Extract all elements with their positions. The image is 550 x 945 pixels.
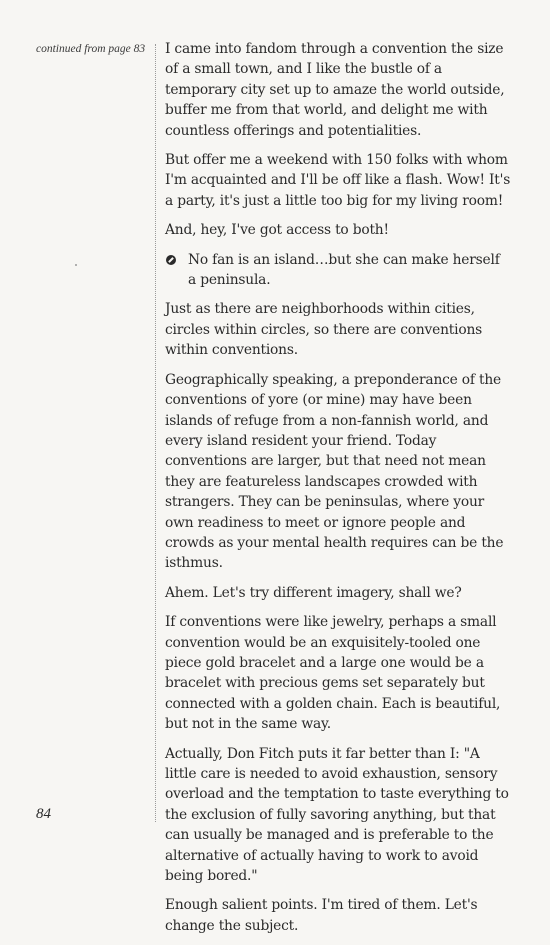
bullet-item <box>165 250 511 291</box>
article-body <box>165 39 511 945</box>
continued-from-note: continued from page 83 <box>36 43 146 55</box>
paragraph-weekend-party: But offer me a weekend with 150 folks with whom I'm acquainted and I'll be off like a flash. Wow! It's a party, it's just a little too big for my living room! <box>165 152 511 209</box>
paragraph-jewelry: If conventions were like jewelry, perhaps a small convention would be an exquisitely-tooled one piece gold bracelet and a large one would be a bracelet with precious gems set separately but connected with a golden chain. Each is beautiful, but not in the same way. <box>165 614 501 733</box>
paragraph-imagery: Ahem. Let's try different imagery, shall we? <box>165 584 462 601</box>
bullet-icon <box>166 255 176 265</box>
column-divider <box>155 44 156 822</box>
paragraph-neighborhoods: Just as there are neighborhoods within cities, circles within circles, so there are conventions within conventions. <box>165 301 483 359</box>
page-number: 84 <box>36 806 51 822</box>
page-speck <box>75 264 77 266</box>
paragraph-convention-town: I came into fandom through a convention the size of a small town, and I like the bustle of a temporary city set up to amaze the world outside, buffer me from that world, and delight me with countless offerings and potentialities. <box>165 41 505 139</box>
paragraph-don-fitch-quote: Actually, Don Fitch puts it far better than I: "A little care is needed to avoid exhaustion, sensory overload and the temptation to taste everything to the exclusion of fully savoring anything, but that can usually be managed and is preferable to the alternative of actually having to work to avoid being bored." <box>165 745 509 885</box>
bullet-text: No fan is an island…but she can make herself a peninsula. <box>188 251 500 289</box>
paragraph-access-both: And, hey, I've got access to both! <box>165 222 389 239</box>
paragraph-change-subject: Enough salient points. I'm tired of them. Let's change the subject. <box>165 897 478 934</box>
paragraph-geography: Geographically speaking, a preponderance of the conventions of yore (or mine) may have been islands of refuge from a non-fannish world, and every island resident your friend. Today conventions are larger, but that need not mean they are featureless landscapes crowded with strangers. They can be peninsulas, where your own readiness to meet or ignore people and crowds as your mental health requires can be the isthmus. <box>165 371 504 572</box>
